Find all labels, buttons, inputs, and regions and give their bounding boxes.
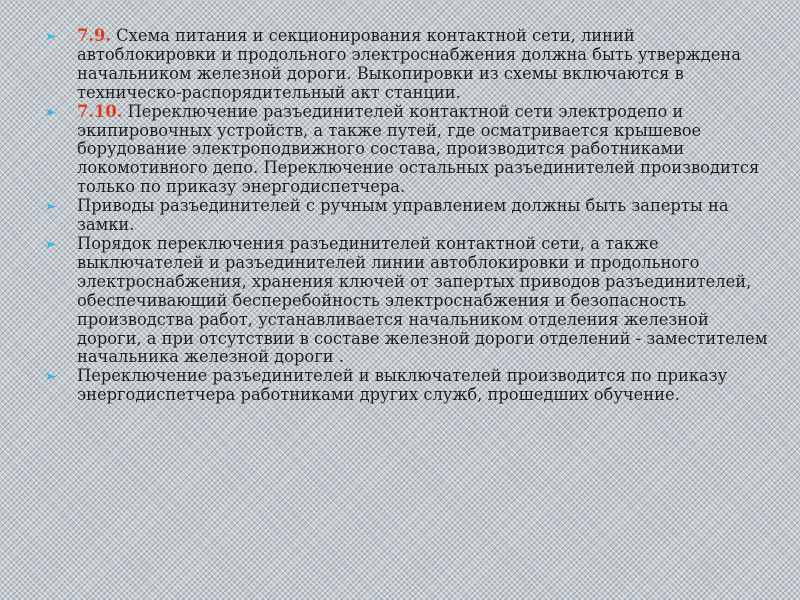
list-item (46, 103, 776, 198)
item-number: 7.9. (77, 26, 111, 45)
list-item (46, 235, 776, 367)
bullet-icon (46, 32, 56, 41)
list-item (46, 367, 776, 405)
item-text: Переключение разъединителей контактной сети электродепо и экипировочных устройств, а также путей, где осматривается крышевое борудование электроподвижного состава, производится работниками локомотивного депо. Переключение остальных разъединителей производится только по приказу энергодиспетчера. (77, 101, 760, 197)
bullet-icon (46, 108, 56, 117)
item-number: 7.10. (77, 101, 123, 121)
bullet-icon (46, 202, 56, 211)
item-text: Порядок переключения разъединителей контактной сети, а также выключателей и разъединителей линии автоблокировки и продольного электроснабжения, хранения ключей от запертых приводов разъединителей, обеспечивающий бесперебойность электроснабжения и безопасность производства работ, устанавливается начальником отделения железной дороги, а при отсутствии в составе железной дороги отделений - заместителем начальника железной дороги . (77, 233, 768, 367)
list-item (46, 197, 776, 235)
list-item (46, 27, 776, 103)
item-text: Переключение разъединителей и выключателей производится по приказу энергодиспетчера работниками других служб, прошедших обучение. (77, 366, 728, 405)
bullet-list (46, 27, 776, 405)
item-text: Схема питания и секционирования контактной сети, линий автоблокировки и продольного электроснабжения должна быть утверждена начальником железной дороги. Выкопировки из схемы включаются в техническо-распорядительный акт станции. (77, 26, 741, 102)
item-text: Приводы разъединителей с ручным управлением должны быть заперты на замки. (77, 196, 729, 235)
bullet-icon (46, 240, 56, 249)
bullet-icon (46, 372, 56, 381)
